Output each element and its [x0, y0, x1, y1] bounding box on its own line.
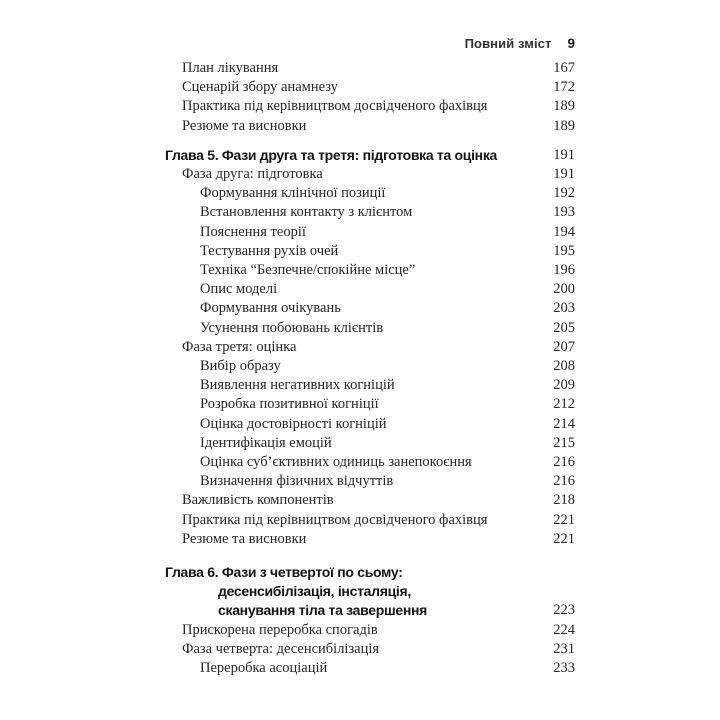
toc-entry-title: Ідентифікація емоцій: [200, 434, 332, 451]
toc-entry-row: [165, 338, 577, 357]
toc-chapter-title: Глава 5. Фази друга та третя: підготовка та оцінка: [165, 146, 498, 163]
toc-entry-page: 231: [553, 640, 575, 657]
toc-entry-row: [165, 434, 577, 453]
toc-entry-row: [165, 511, 577, 530]
toc-entry-page: 216: [553, 454, 575, 471]
toc-entry-title: Прискорена переробка спогадів: [182, 621, 378, 638]
toc-entry-row: [165, 357, 577, 376]
toc-entry-title: План лікування: [182, 60, 279, 76]
toc-entry-row: [165, 117, 577, 136]
toc-entry-row: [165, 242, 577, 261]
toc-entry-title: Фаза четверта: десенсибілізація: [182, 640, 380, 657]
toc-entry-title: Формування очікувань: [200, 300, 341, 317]
toc-entry-row: [165, 621, 577, 640]
toc-chapter-title: Глава 6. Фази з четвертої по сьому: десенсибілізація, інсталяція, сканування тіла та завершення: [165, 564, 428, 619]
toc-entry-row: [165, 261, 577, 280]
toc-entry-row: [165, 472, 577, 491]
toc-entry-page: 221: [553, 511, 575, 528]
toc-entry-row: [165, 184, 577, 203]
toc-entry-row: [165, 395, 577, 414]
toc-entry-row: [165, 299, 577, 318]
toc-entry-row: [165, 659, 577, 678]
toc-entry-title: Резюме та висновки: [182, 530, 307, 547]
toc-entry-row: [165, 640, 577, 659]
toc-entry-row: [165, 59, 577, 78]
toc-entry-page: 233: [553, 660, 575, 677]
toc-entry-title: Практика під керівництвом досвідченого фахівця: [182, 98, 488, 115]
toc-entry-page: 208: [553, 358, 575, 375]
toc-entry-page: 214: [553, 415, 575, 432]
toc-entry-title: Встановлення контакту з клієнтом: [200, 204, 413, 221]
toc-entry-page: 203: [553, 300, 575, 317]
toc-entry-title: Переробка асоціацій: [200, 660, 328, 677]
toc-entry-row: [165, 319, 577, 338]
toc-entry-page: 189: [553, 98, 575, 115]
toc-entry-page: 209: [553, 377, 575, 394]
toc-entry-page: 172: [553, 79, 575, 96]
toc-entry-title: Оцінка достовірності когніцій: [200, 415, 387, 432]
toc-entry-page: 196: [553, 262, 575, 279]
toc-entry-row: [165, 491, 577, 510]
page-number: 9: [567, 36, 575, 51]
toc-entry-row: [165, 165, 577, 184]
page-content: [165, 36, 577, 678]
toc-entry-row: [165, 78, 577, 97]
toc-entry-row: [165, 97, 577, 116]
toc-entry-page: 193: [553, 204, 575, 221]
toc-entry-row: [165, 530, 577, 549]
toc-entry-title: Оцінка суб’єктивних одиниць занепокоєння: [200, 454, 472, 471]
toc-entry-row: [165, 223, 577, 242]
toc-entry-page: 221: [553, 530, 575, 547]
toc-entry-page: 212: [553, 396, 575, 413]
toc-entry-title: Визначення фізичних відчуттів: [200, 473, 394, 490]
toc-entry-title: Виявлення негативних когніцій: [200, 377, 395, 394]
toc-entry-page: 223: [553, 602, 575, 619]
toc-entry-row: [165, 453, 577, 472]
toc-entry-page: 215: [553, 434, 575, 451]
toc-entry-page: 191: [553, 146, 575, 163]
toc-list: [165, 59, 577, 678]
toc-entry-title: Фаза третя: оцінка: [182, 338, 297, 355]
toc-chapter-row: [165, 146, 577, 165]
toc-entry-page: 191: [553, 166, 575, 183]
toc-entry-page: 195: [553, 242, 575, 259]
toc-entry-title: Формування клінічної позиції: [200, 185, 386, 202]
toc-entry-title: Важливість компонентів: [182, 492, 334, 509]
toc-entry-page: 167: [553, 60, 575, 76]
toc-entry-title: Вибір образу: [200, 358, 281, 375]
toc-entry-row: [165, 280, 577, 299]
toc-entry-title: Фаза друга: підготовка: [182, 166, 323, 183]
toc-entry-page: 189: [553, 117, 575, 134]
toc-entry-row: [165, 376, 577, 395]
toc-entry-title: Техніка “Безпечне/спокійне місце”: [200, 262, 416, 279]
toc-entry-title: Пояснення теорії: [200, 223, 306, 240]
toc-entry-page: 218: [553, 492, 575, 509]
toc-entry-page: 207: [553, 338, 575, 355]
toc-entry-title: Опис моделі: [200, 281, 278, 298]
toc-entry-page: 194: [553, 223, 575, 240]
toc-chapter-row: [165, 563, 577, 621]
toc-entry-page: 205: [553, 319, 575, 336]
toc-entry-title: Сценарій збору анамнезу: [182, 79, 338, 96]
toc-entry-row: [165, 203, 577, 222]
toc-entry-row: [165, 415, 577, 434]
toc-entry-title: Практика під керівництвом досвідченого фахівця: [182, 511, 488, 528]
toc-entry-page: 192: [553, 185, 575, 202]
toc-entry-title: Резюме та висновки: [182, 117, 307, 134]
toc-entry-page: 224: [553, 621, 575, 638]
toc-entry-title: Розробка позитивної когніції: [200, 396, 379, 413]
toc-entry-page: 216: [553, 473, 575, 490]
toc-entry-title: Тестування рухів очей: [200, 242, 339, 259]
toc-entry-title: Усунення побоювань клієнтів: [200, 319, 384, 336]
page-header: [165, 36, 577, 51]
toc-entry-page: 200: [553, 281, 575, 298]
running-title: Повний зміст: [464, 36, 552, 51]
